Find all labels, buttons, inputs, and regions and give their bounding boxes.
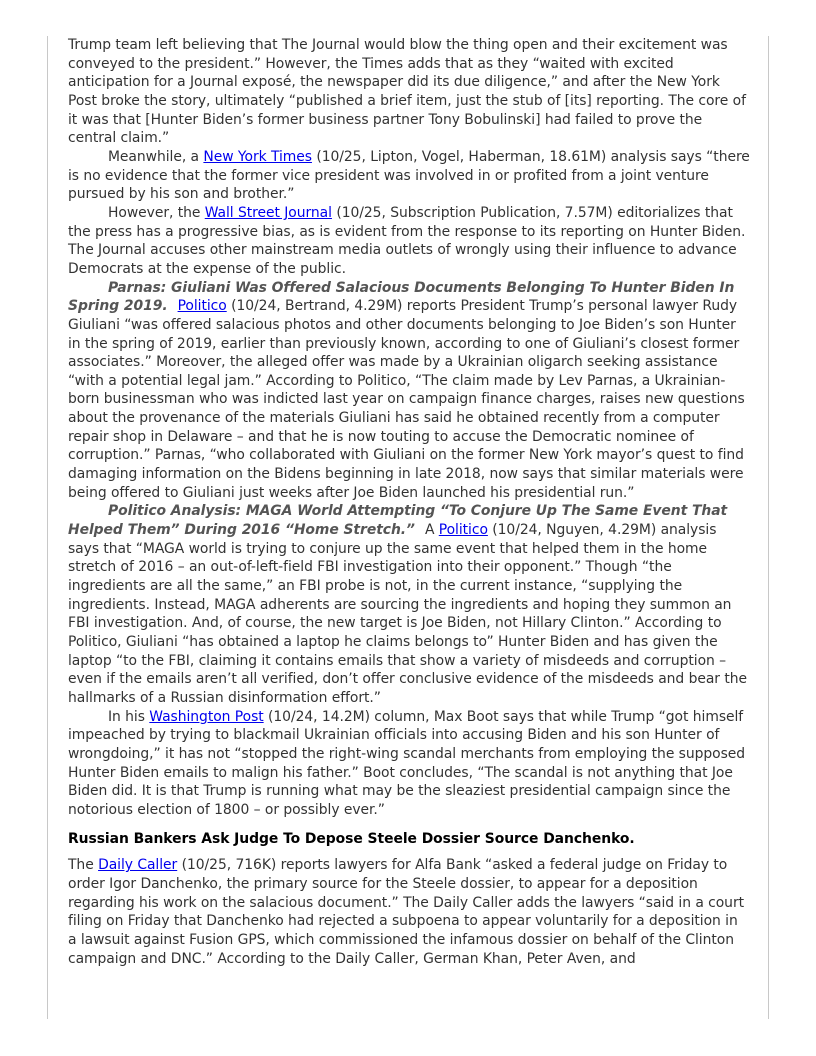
paragraph-politico-analysis — [68, 502, 750, 707]
paragraph-text: (10/25, Lipton, Vogel, Haberman, 18.61M) analysis says “there is no evidence that the former vice president was involved in or profited from a joint venture pursued by his son and brother.” — [68, 148, 750, 203]
paragraph-text: (10/24, Nguyen, 4.29M) analysis says that “MAGA world is trying to conjure up the same event that helped them in the home stretch of 2016 – an out-of-left-field FBI investigation into their opponent.” Though “the ingredients are all the same,” an FBI probe is not, in the current instance, “supplying the ingredients. Instead, MAGA adherents are sourcing the ingredients and hoping they summon an FBI investigation. And, of course, the new target is Joe Biden, not Hillary Clinton.” According to Politico, Giuliani “has obtained a laptop he claims belongs to” Hunter Biden and has given the laptop “to the FBI, claiming it contains emails that show a variety of misdeeds and corruption – even if the emails aren’t all verified, don’t offer conclusive evidence of the misdeeds and bear the hallmarks of a Russian disinformation effort.” — [68, 522, 747, 706]
paragraph-text: (10/25, Subscription Publication, 7.57M) editorializes that the press has a progressive bias, as is evident from the response to its reporting on Hunter Biden. The Journal accuses other mainstream media outlets of wrongly using their influence to advance Democrats at the expense of the public. — [68, 204, 746, 277]
paragraph-washington-post-column — [68, 708, 750, 820]
paragraph-nyt-analysis — [68, 148, 750, 204]
link-politico[interactable]: Politico — [438, 522, 488, 539]
story-subhead: Politico Analysis: MAGA World Attempting “To Conjure Up The Same Event That Helped Them” During 2016 “Home Stretch.” — [68, 503, 728, 539]
paragraph-parnas-giuliani — [68, 279, 750, 503]
paragraph-lead: In his — [108, 708, 150, 725]
paragraph-lead: Meanwhile, a — [108, 148, 204, 165]
paragraph-daily-caller — [68, 856, 750, 968]
paragraph-text: (10/24, Bertrand, 4.29M) reports President Trump’s personal lawyer Rudy Giuliani “was offered salacious photos and other documents belonging to Joe Biden’s son Hunter in the spring of 2019, earlier than previously known, according to one of Giuliani’s closest former associates.” Moreover, the alleged offer was made by a Ukrainian oligarch seeking assistance “with a potential legal jam.” According to Politico, “The claim made by Lev Parnas, a Ukrainian-born businessman who was indicted last year on campaign finance charges, raises new questions about the provenance of the materials Giuliani has said he obtained recently from a computer repair shop in Delaware – and that he is now touting to accuse the Democratic nominee of corruption.” Parnas, “who collaborated with Giuliani on the former New York mayor’s quest to find damaging information on the Bidens beginning in late 2018, now says that similar materials were being offered to Giuliani just weeks after Joe Biden launched his presidential run.” — [68, 298, 745, 501]
paragraph-wsj-editorial — [68, 204, 750, 279]
paragraph-lead: A — [424, 522, 439, 539]
page-border-left — [47, 36, 48, 1019]
paragraph-text: (10/25, 716K) reports lawyers for Alfa Bank “asked a federal judge on Friday to order Igor Danchenko, the primary source for the Steele dossier, to appear for a deposition regarding his work on the salacious document.” The Daily Caller adds the lawyers “said in a court filing on Friday that Danchenko had rejected a subpoena to appear voluntarily for a deposition in a lawsuit against Fusion GPS, which commissioned the infamous dossier on behalf of the Clinton campaign and DNC.” According to the Daily Caller, German Khan, Peter Aven, and — [68, 857, 744, 967]
link-washington-post[interactable]: Washington Post — [149, 708, 264, 725]
link-daily-caller[interactable]: Daily Caller — [98, 857, 178, 874]
paragraph-continuation — [68, 36, 750, 148]
link-new-york-times[interactable]: New York Times — [203, 148, 312, 165]
story-subhead: Parnas: Giuliani Was Offered Salacious Documents Belonging To Hunter Biden In Spring 2019. — [68, 279, 735, 315]
link-wall-street-journal[interactable]: Wall Street Journal — [204, 204, 332, 221]
document-body — [68, 36, 750, 968]
paragraph-lead: The — [68, 857, 99, 874]
section-heading: Russian Bankers Ask Judge To Depose Steele Dossier Source Danchenko. — [68, 830, 635, 847]
paragraph-text: (10/24, 14.2M) column, Max Boot says that while Trump “got himself impeached by trying to blackmail Ukrainian officials into accusing Biden and his son Hunter of wrongdoing,” it has not “stopped the right-wing scandal merchants from employing the supposed Hunter Biden emails to malign his father.” Boot concludes, “The scandal is not anything that Joe Biden did. It is that Trump is running what may be the sleaziest presidential campaign since the notorious election of 1800 – or possibly ever.” — [68, 708, 746, 818]
paragraph-lead: However, the — [108, 204, 205, 221]
page-border-right — [768, 36, 769, 1019]
paragraph-text: Trump team left believing that The Journal would blow the thing open and their excitement was conveyed to the president.” However, the Times adds that as they “waited with excited anticipation for a Journal exposé, the newspaper did its due diligence,” and after the New York Post broke the story, ultimately “published a brief item, just the stub of [its] reporting. The core of it was that [Hunter Biden’s former business partner Tony Bobulinski] had failed to prove the central claim.” — [68, 37, 746, 147]
link-politico[interactable]: Politico — [177, 298, 227, 315]
